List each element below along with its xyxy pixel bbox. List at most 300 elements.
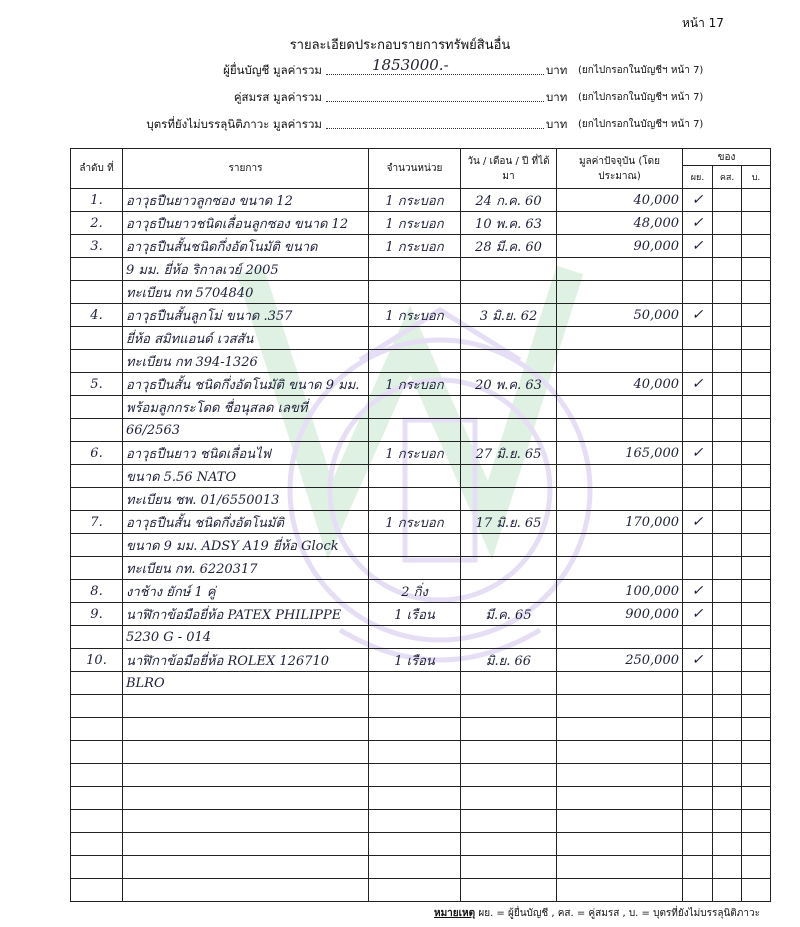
row-owner-child xyxy=(742,649,771,672)
row-value xyxy=(557,672,683,695)
table-row xyxy=(71,419,771,442)
row-owner-spouse xyxy=(713,603,742,626)
row-quantity xyxy=(369,856,461,879)
row-item: อาวุธปืนยาวลูกซอง ขนาด 12 xyxy=(123,189,369,212)
row-owner-spouse xyxy=(713,442,742,465)
row-number xyxy=(71,741,123,764)
row-item: 66/2563 xyxy=(123,419,369,442)
row-owner-spouse xyxy=(713,235,742,258)
row-owner-spouse xyxy=(713,626,742,649)
row-quantity xyxy=(369,350,461,373)
row-value xyxy=(557,534,683,557)
row-item: ทะเบียน กท 5704840 xyxy=(123,281,369,304)
row-value xyxy=(557,626,683,649)
row-owner-filer: ✓ xyxy=(683,212,713,235)
row-date xyxy=(461,718,557,741)
row-date: 24 ก.ค. 60 xyxy=(461,189,557,212)
row-owner-child xyxy=(742,258,771,281)
row-item: อาวุธปืนสั้นชนิดกึ่งอัตโนมัติ ขนาด xyxy=(123,235,369,258)
row-owner-filer xyxy=(683,350,713,373)
table-row xyxy=(71,304,771,327)
header-owner-filer: ผย. xyxy=(683,166,713,189)
row-owner-filer xyxy=(683,534,713,557)
row-item: อาวุธปืนสั้น ชนิดกึ่งอัตโนมัติ ขนาด 9 มม. xyxy=(123,373,369,396)
row-number: 6. xyxy=(71,442,123,465)
row-value: 250,000 xyxy=(557,649,683,672)
table-row xyxy=(71,258,771,281)
table-row xyxy=(71,212,771,235)
row-quantity: 1 กระบอก xyxy=(369,235,461,258)
row-owner-child xyxy=(742,327,771,350)
row-value xyxy=(557,327,683,350)
summary-note: (ยกไปกรอกในบัญชีฯ หน้า 7) xyxy=(578,65,704,76)
row-quantity xyxy=(369,281,461,304)
table-row xyxy=(71,603,771,626)
table-row xyxy=(71,879,771,902)
table-row xyxy=(71,189,771,212)
row-owner-filer xyxy=(683,833,713,856)
row-item xyxy=(123,787,369,810)
row-item xyxy=(123,856,369,879)
row-date xyxy=(461,396,557,419)
row-owner-spouse xyxy=(713,534,742,557)
row-value xyxy=(557,833,683,856)
row-owner-child xyxy=(742,511,771,534)
row-number: 7. xyxy=(71,511,123,534)
row-quantity xyxy=(369,672,461,695)
row-owner-filer: ✓ xyxy=(683,603,713,626)
row-item: อาวุธปืนยาว ชนิดเลื่อนไฟ xyxy=(123,442,369,465)
row-owner-filer: ✓ xyxy=(683,189,713,212)
row-date: 10 พ.ค. 63 xyxy=(461,212,557,235)
row-owner-spouse xyxy=(713,856,742,879)
row-number xyxy=(71,718,123,741)
table-row xyxy=(71,281,771,304)
row-owner-child xyxy=(742,488,771,511)
summary-label: บุตรที่ยังไม่บรรลุนิติภาวะ มูลค่ารวม xyxy=(146,117,322,131)
row-owner-spouse xyxy=(713,741,742,764)
row-value xyxy=(557,741,683,764)
row-date xyxy=(461,856,557,879)
row-item xyxy=(123,764,369,787)
row-number xyxy=(71,327,123,350)
row-owner-spouse xyxy=(713,258,742,281)
row-number xyxy=(71,856,123,879)
row-date: 17 มิ.ย. 65 xyxy=(461,511,557,534)
row-quantity xyxy=(369,879,461,902)
header-no: ลำดับ ที่ xyxy=(71,149,123,189)
row-date xyxy=(461,741,557,764)
row-owner-child xyxy=(742,281,771,304)
row-number xyxy=(71,787,123,810)
row-quantity xyxy=(369,258,461,281)
row-quantity xyxy=(369,465,461,488)
row-quantity: 1 เรือน xyxy=(369,649,461,672)
row-date xyxy=(461,557,557,580)
dotted-line xyxy=(326,101,544,102)
row-quantity: 1 กระบอก xyxy=(369,442,461,465)
row-owner-spouse xyxy=(713,718,742,741)
row-owner-filer xyxy=(683,396,713,419)
footnote-text: ผย. = ผู้ยื่นบัญชี , คส. = คู่สมรส , บ. = บุตรที่ยังไม่บรรลุนิติภาวะ xyxy=(478,908,760,919)
row-number: 3. xyxy=(71,235,123,258)
row-owner-spouse xyxy=(713,879,742,902)
row-owner-spouse xyxy=(713,511,742,534)
row-item: นาฬิกาข้อมือยี่ห้อ ROLEX 126710 xyxy=(123,649,369,672)
row-value: 900,000 xyxy=(557,603,683,626)
row-owner-child xyxy=(742,373,771,396)
row-value xyxy=(557,787,683,810)
row-quantity: 1 เรือน xyxy=(369,603,461,626)
summary-unit: บาท xyxy=(546,63,568,77)
asset-table xyxy=(70,148,771,902)
table-row xyxy=(71,534,771,557)
row-value xyxy=(557,488,683,511)
row-quantity: 1 กระบอก xyxy=(369,373,461,396)
table-row xyxy=(71,649,771,672)
header-item: รายการ xyxy=(123,149,369,189)
table-row xyxy=(71,695,771,718)
summary-filer xyxy=(0,56,800,82)
row-number xyxy=(71,281,123,304)
row-value: 48,000 xyxy=(557,212,683,235)
header-owner: ของ xyxy=(683,149,771,166)
row-owner-child xyxy=(742,396,771,419)
row-number xyxy=(71,672,123,695)
row-item: อาวุธปืนยาวชนิดเลื่อนลูกซอง ขนาด 12 xyxy=(123,212,369,235)
row-owner-child xyxy=(742,626,771,649)
page-title: รายละเอียดประกอบรายการทรัพย์สินอื่น xyxy=(289,38,511,53)
row-value: 170,000 xyxy=(557,511,683,534)
row-item: งาช้าง ยักษ์ 1 คู่ xyxy=(123,580,369,603)
row-owner-spouse xyxy=(713,787,742,810)
row-number: 10. xyxy=(71,649,123,672)
row-owner-spouse xyxy=(713,833,742,856)
row-owner-spouse xyxy=(713,764,742,787)
row-number: 4. xyxy=(71,304,123,327)
row-owner-filer xyxy=(683,695,713,718)
row-value xyxy=(557,419,683,442)
row-number: 2. xyxy=(71,212,123,235)
row-owner-spouse xyxy=(713,419,742,442)
table-row xyxy=(71,488,771,511)
row-item xyxy=(123,810,369,833)
header-value: มูลค่าปัจจุบัน (โดยประมาณ) xyxy=(557,149,683,189)
row-date xyxy=(461,672,557,695)
row-quantity: 1 กระบอก xyxy=(369,511,461,534)
row-owner-filer xyxy=(683,718,713,741)
row-quantity xyxy=(369,787,461,810)
table-row xyxy=(71,833,771,856)
row-owner-filer xyxy=(683,465,713,488)
row-item: พร้อมลูกกระโดด ชื่อนุสลด เลขที่ xyxy=(123,396,369,419)
header-owner-spouse: คส. xyxy=(713,166,742,189)
row-owner-filer xyxy=(683,258,713,281)
row-item xyxy=(123,718,369,741)
row-quantity xyxy=(369,557,461,580)
row-value xyxy=(557,856,683,879)
table-row xyxy=(71,511,771,534)
row-owner-filer xyxy=(683,810,713,833)
row-date: มี.ค. 65 xyxy=(461,603,557,626)
row-owner-child xyxy=(742,580,771,603)
row-value xyxy=(557,396,683,419)
row-owner-child xyxy=(742,465,771,488)
row-quantity xyxy=(369,810,461,833)
row-item: นาฬิกาข้อมือยี่ห้อ PATEX PHILIPPE xyxy=(123,603,369,626)
row-owner-spouse xyxy=(713,327,742,350)
row-owner-filer xyxy=(683,419,713,442)
row-owner-child xyxy=(742,787,771,810)
row-owner-spouse xyxy=(713,580,742,603)
row-item: ขนาด 9 มม. ADSY A19 ยี่ห้อ Glock xyxy=(123,534,369,557)
row-number xyxy=(71,396,123,419)
row-number xyxy=(71,419,123,442)
row-date xyxy=(461,258,557,281)
row-owner-child xyxy=(742,534,771,557)
row-value: 40,000 xyxy=(557,373,683,396)
row-date: 28 มี.ค. 60 xyxy=(461,235,557,258)
row-number xyxy=(71,350,123,373)
row-quantity xyxy=(369,626,461,649)
row-item: ทะเบียน ชพ. 01/6550013 xyxy=(123,488,369,511)
row-number xyxy=(71,879,123,902)
row-owner-child xyxy=(742,764,771,787)
table-row xyxy=(71,396,771,419)
table-row xyxy=(71,235,771,258)
table-row xyxy=(71,810,771,833)
row-date xyxy=(461,626,557,649)
row-value xyxy=(557,557,683,580)
row-number xyxy=(71,695,123,718)
row-owner-filer xyxy=(683,856,713,879)
row-owner-spouse xyxy=(713,810,742,833)
summary-children xyxy=(0,116,800,136)
row-value: 165,000 xyxy=(557,442,683,465)
row-number xyxy=(71,488,123,511)
row-date xyxy=(461,833,557,856)
summary-note: (ยกไปกรอกในบัญชีฯ หน้า 7) xyxy=(578,119,704,130)
row-quantity xyxy=(369,741,461,764)
row-owner-filer xyxy=(683,741,713,764)
row-owner-child xyxy=(742,741,771,764)
row-number xyxy=(71,465,123,488)
row-owner-filer: ✓ xyxy=(683,304,713,327)
row-owner-spouse xyxy=(713,488,742,511)
row-owner-filer: ✓ xyxy=(683,511,713,534)
row-number xyxy=(71,764,123,787)
row-quantity xyxy=(369,695,461,718)
summary-spouse xyxy=(0,89,800,109)
row-owner-spouse xyxy=(713,281,742,304)
row-number xyxy=(71,557,123,580)
table-row xyxy=(71,764,771,787)
row-owner-child xyxy=(742,856,771,879)
row-date xyxy=(461,488,557,511)
row-owner-child xyxy=(742,235,771,258)
row-date: 27 มิ.ย. 65 xyxy=(461,442,557,465)
row-item xyxy=(123,879,369,902)
row-item: BLRO xyxy=(123,672,369,695)
row-quantity xyxy=(369,764,461,787)
row-number xyxy=(71,626,123,649)
row-owner-child xyxy=(742,304,771,327)
row-owner-spouse xyxy=(713,557,742,580)
row-owner-spouse xyxy=(713,465,742,488)
row-owner-spouse xyxy=(713,350,742,373)
row-owner-child xyxy=(742,212,771,235)
row-date xyxy=(461,465,557,488)
row-value: 100,000 xyxy=(557,580,683,603)
row-date xyxy=(461,764,557,787)
row-number: 5. xyxy=(71,373,123,396)
row-owner-spouse xyxy=(713,212,742,235)
row-date xyxy=(461,281,557,304)
header-owner-child: บ. xyxy=(742,166,771,189)
row-owner-filer: ✓ xyxy=(683,235,713,258)
row-owner-child xyxy=(742,603,771,626)
row-owner-filer xyxy=(683,672,713,695)
row-owner-child xyxy=(742,672,771,695)
row-owner-filer: ✓ xyxy=(683,442,713,465)
row-owner-spouse xyxy=(713,672,742,695)
row-number xyxy=(71,810,123,833)
row-value xyxy=(557,465,683,488)
row-number: 1. xyxy=(71,189,123,212)
row-value xyxy=(557,764,683,787)
dotted-line xyxy=(326,128,544,129)
row-owner-spouse xyxy=(713,695,742,718)
summary-label: ผู้ยื่นบัญชี มูลค่ารวม xyxy=(223,63,322,77)
table-row xyxy=(71,718,771,741)
row-owner-filer xyxy=(683,879,713,902)
table-row xyxy=(71,856,771,879)
row-date xyxy=(461,580,557,603)
row-owner-spouse xyxy=(713,189,742,212)
table-row xyxy=(71,465,771,488)
row-item: 9 มม. ยี่ห้อ ริกาลเวย์ 2005 xyxy=(123,258,369,281)
row-owner-spouse xyxy=(713,373,742,396)
row-quantity: 1 กระบอก xyxy=(369,189,461,212)
table-row xyxy=(71,741,771,764)
row-quantity xyxy=(369,718,461,741)
row-item: ทะเบียน กท. 6220317 xyxy=(123,557,369,580)
row-owner-filer: ✓ xyxy=(683,580,713,603)
row-date: มิ.ย. 66 xyxy=(461,649,557,672)
row-owner-spouse xyxy=(713,396,742,419)
row-value xyxy=(557,281,683,304)
row-owner-spouse xyxy=(713,649,742,672)
row-value xyxy=(557,695,683,718)
row-value: 90,000 xyxy=(557,235,683,258)
row-quantity xyxy=(369,327,461,350)
row-date xyxy=(461,695,557,718)
row-owner-filer xyxy=(683,764,713,787)
table-row xyxy=(71,442,771,465)
row-owner-filer xyxy=(683,626,713,649)
row-value xyxy=(557,350,683,373)
row-owner-child xyxy=(742,833,771,856)
row-item xyxy=(123,741,369,764)
table-row xyxy=(71,327,771,350)
table-row xyxy=(71,672,771,695)
summary-unit: บาท xyxy=(546,90,568,104)
table-row xyxy=(71,580,771,603)
row-owner-filer xyxy=(683,281,713,304)
row-date: 3 มิ.ย. 62 xyxy=(461,304,557,327)
row-owner-child xyxy=(742,189,771,212)
row-quantity xyxy=(369,419,461,442)
row-owner-child xyxy=(742,442,771,465)
row-number: 8. xyxy=(71,580,123,603)
row-item: 5230 G - 014 xyxy=(123,626,369,649)
row-date xyxy=(461,534,557,557)
page-number: หน้า 17 xyxy=(682,16,724,30)
table-row xyxy=(71,626,771,649)
row-item xyxy=(123,833,369,856)
row-date xyxy=(461,350,557,373)
row-owner-filer xyxy=(683,488,713,511)
row-number xyxy=(71,534,123,557)
row-number: 9. xyxy=(71,603,123,626)
row-value: 40,000 xyxy=(557,189,683,212)
row-quantity: 1 กระบอก xyxy=(369,212,461,235)
row-owner-filer xyxy=(683,327,713,350)
row-date xyxy=(461,787,557,810)
row-owner-child xyxy=(742,695,771,718)
row-owner-filer xyxy=(683,787,713,810)
row-quantity: 1 กระบอก xyxy=(369,304,461,327)
row-owner-filer: ✓ xyxy=(683,649,713,672)
summary-label: คู่สมรส มูลค่ารวม xyxy=(233,90,322,104)
row-quantity xyxy=(369,534,461,557)
row-quantity: 2 กิ่ง xyxy=(369,580,461,603)
footnote-label: หมายเหตุ xyxy=(433,908,476,919)
summary-value: 1853000.- xyxy=(372,56,449,74)
row-number xyxy=(71,833,123,856)
row-date: 20 พ.ค. 63 xyxy=(461,373,557,396)
row-item: ทะเบียน กท 394-1326 xyxy=(123,350,369,373)
row-value xyxy=(557,718,683,741)
table-row xyxy=(71,350,771,373)
row-value xyxy=(557,258,683,281)
row-owner-filer: ✓ xyxy=(683,373,713,396)
table-row xyxy=(71,373,771,396)
row-number xyxy=(71,258,123,281)
row-date xyxy=(461,419,557,442)
row-date xyxy=(461,327,557,350)
row-item: ขนาด 5.56 NATO xyxy=(123,465,369,488)
footnote xyxy=(434,906,760,921)
row-quantity xyxy=(369,833,461,856)
row-owner-child xyxy=(742,557,771,580)
row-value xyxy=(557,879,683,902)
header-qty: จำนวนหน่วย xyxy=(369,149,461,189)
row-date xyxy=(461,879,557,902)
row-quantity xyxy=(369,488,461,511)
summary-note: (ยกไปกรอกในบัญชีฯ หน้า 7) xyxy=(578,92,704,103)
row-value: 50,000 xyxy=(557,304,683,327)
row-owner-child xyxy=(742,879,771,902)
row-owner-child xyxy=(742,718,771,741)
row-owner-filer xyxy=(683,557,713,580)
row-value xyxy=(557,810,683,833)
row-owner-child xyxy=(742,350,771,373)
table-row xyxy=(71,787,771,810)
table-row xyxy=(71,557,771,580)
row-date xyxy=(461,810,557,833)
dotted-line xyxy=(326,74,544,75)
